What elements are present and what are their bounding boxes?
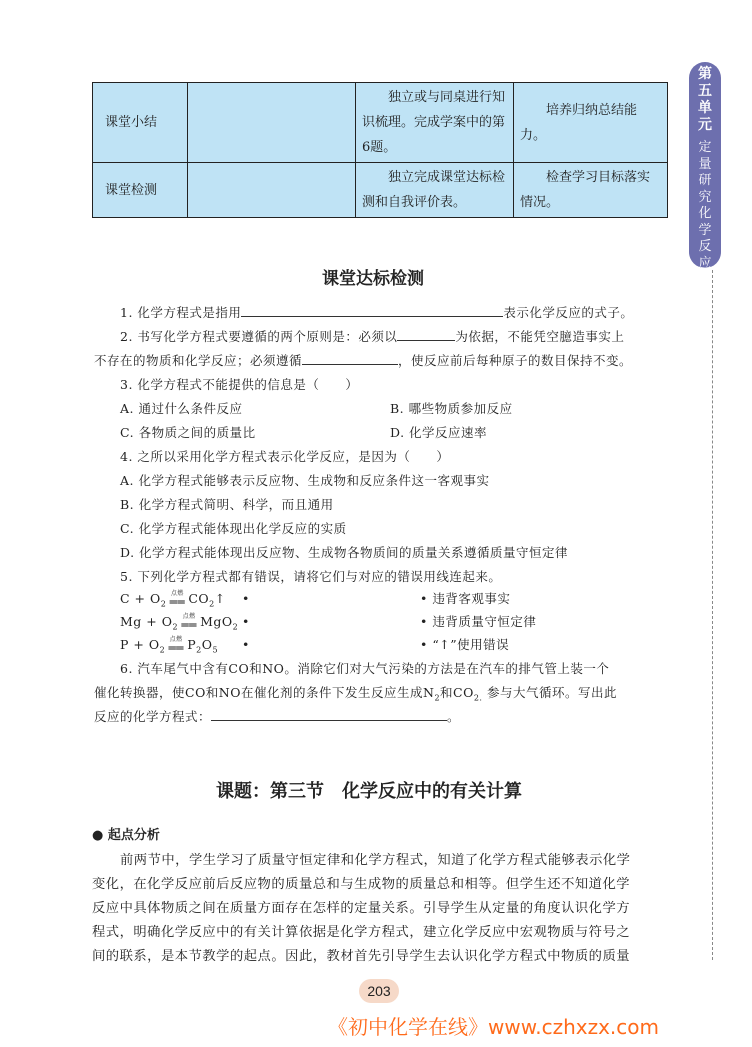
section-title: 课堂达标检测 <box>322 269 424 289</box>
paragraph-line: 程式，明确化学反应中的有关计算依据是化学方程式，建立化学反应中宏观物质与符号之 <box>92 925 631 940</box>
reaction-arrow: 点燃 ══ <box>169 590 186 609</box>
cell-stage: 课堂小结 <box>93 83 188 163</box>
option: A. 化学方程式能够表示反应物、生成物和反应条件这一客观事实 <box>120 473 490 488</box>
error-item[interactable]: • “↑”使用错误 <box>420 637 510 652</box>
question-3: 3. 化学方程式不能提供的信息是（ ） <box>120 377 359 392</box>
cell-intent: 培养归纳总结能力。 <box>514 83 668 163</box>
error-item[interactable]: • 违背客观事实 <box>420 591 511 606</box>
question-5: 5. 下列化学方程式都有错误，请将它们与对应的错误用线连起来。 <box>120 569 502 584</box>
table-row <box>93 163 668 218</box>
question-1: 1. 化学方程式是指用 表示化学反应的式子。 <box>120 305 634 320</box>
option: C. 各物质之间的质量比 <box>120 425 256 440</box>
cell-teacher <box>188 83 356 163</box>
analysis-heading: ● 起点分析 <box>92 828 160 843</box>
table-row <box>93 83 668 163</box>
watermark: 《初中化学在线》www.czhxzx.com <box>328 1015 660 1039</box>
question-2: 2. 书写化学方程式要遵循的两个原则是：必须以 为依据，不能凭空臆造事实上 <box>120 329 625 344</box>
cell-intent: 检查学习目标落实情况。 <box>514 163 668 218</box>
option: D. 化学反应速率 <box>390 425 488 440</box>
question-6: 6. 汽车尾气中含有CO和NO。消除它们对大气污染的方法是在汽车的排气管上装一个 <box>120 661 610 676</box>
option: B. 化学方程式简明、科学，而且通用 <box>120 497 334 512</box>
equation-2: $Mg + O_2$ 点燃 ══ MgO$_2$ <box>120 613 239 632</box>
option: C. 化学方程式能体现出化学反应的实质 <box>120 521 347 536</box>
reaction-arrow: 点燃 ══ <box>181 613 197 632</box>
unit-label: 第五单元 <box>698 66 712 133</box>
lesson-table <box>92 82 668 218</box>
paragraph-line: 反应中具体物质之间在质量方面存在怎样的定量关系。引导学生从定量的角度认识化学方 <box>92 901 631 916</box>
option: A. 通过什么条件反应 <box>120 401 243 416</box>
margin-dashed-line <box>712 270 713 960</box>
match-dot[interactable]: • <box>242 591 250 606</box>
lesson-title: 课题：第三节 化学反应中的有关计算 <box>216 781 522 802</box>
unit-title: 定量研究化学反应 <box>698 140 712 271</box>
error-item[interactable]: • 违背质量守恒定律 <box>420 614 537 629</box>
equation-1: $C + O_2$ 点燃 ══ $CO_2↑$ <box>120 590 226 609</box>
question-2-cont: 不存在的物质和化学反应；必须遵循 ，使反应前后每种原子的数目保持不变。 <box>94 353 633 368</box>
reaction-arrow: 点燃 ══ <box>168 636 184 655</box>
paragraph-line: 间的联系，是本节教学的起点。因此，教材首先引导学生去认识化学方程式中物质的质量 <box>92 949 631 964</box>
question-6-cont: 催化转换器，使CO和NO在催化剂的条件下发生反应生成$N_2$和$CO_{2.}$ 参与大气循环。写出此 <box>94 685 617 703</box>
cell-teacher <box>188 163 356 218</box>
cell-student: 独立完成课堂达标检测和自我评价表。 <box>356 163 514 218</box>
question-6-answer: 反应的化学方程式： 。 <box>94 709 461 724</box>
page-number: 203 <box>359 979 399 1003</box>
option: D. 化学方程式能体现出反应物、生成物各物质间的质量关系遵循质量守恒定律 <box>120 545 569 560</box>
option: B. 哪些物质参加反应 <box>390 401 513 416</box>
cell-stage: 课堂检测 <box>93 163 188 218</box>
match-dot[interactable]: • <box>242 614 250 629</box>
question-4: 4. 之所以采用化学方程式表示化学反应，是因为（ ） <box>120 449 450 464</box>
paragraph-line: 前两节中，学生学习了质量守恒定律和化学方程式，知道了化学方程式能够表示化学 <box>120 853 631 868</box>
equation-3: $P + O_2$ 点燃 ══ $P_2O_5$ <box>120 636 219 655</box>
match-dot[interactable]: • <box>242 637 250 652</box>
paragraph-line: 变化，在化学反应前后反应物的质量总和与生成物的质量总和相等。但学生还不知道化学 <box>92 877 631 892</box>
cell-student: 独立或与同桌进行知识梳理。完成学案中的第6题。 <box>356 83 514 163</box>
unit-side-tab <box>689 62 721 271</box>
